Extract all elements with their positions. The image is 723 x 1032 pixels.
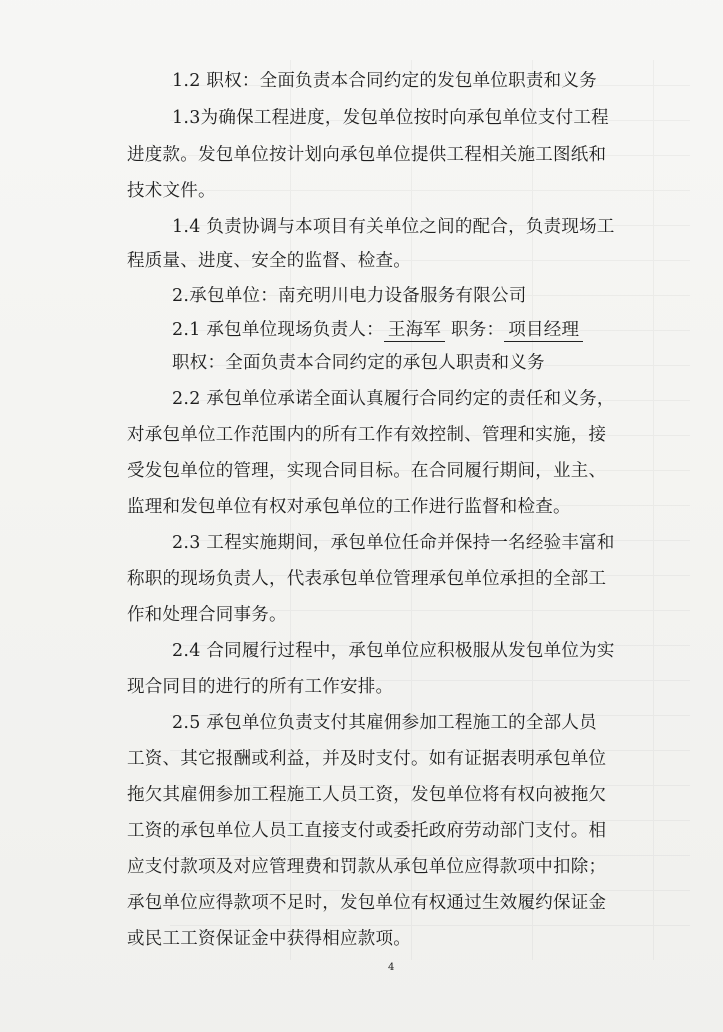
clause-1-3-line-3: 技术文件。 — [127, 181, 216, 201]
clause-2-2-line-1: 2.2 承包单位承诺全面认真履行合同约定的责任和义务， — [172, 389, 615, 409]
clause-2-5-line-4: 工资的承包单位人员工直接支付或委托政府劳动部门支付。相 — [127, 821, 607, 841]
clause-2-4-line-2: 现合同目的进行的所有工作安排。 — [127, 677, 394, 697]
clause-2-3-line-1: 2.3 工程实施期间，承包单位任命并保持一名经验丰富和 — [172, 533, 615, 553]
clause-2-5-line-3: 拖欠其雇佣参加工程施工人员工资，发包单位将有权向被拖欠 — [127, 785, 607, 805]
clause-2-5-line-5: 应支付款项及对应管理费和罚款从承包单位应得款项中扣除； — [127, 857, 607, 877]
clause-2-2-line-4: 监理和发包单位有权对承包单位的工作进行监督和检查。 — [127, 497, 571, 517]
position-value: 项目经理 — [504, 319, 583, 342]
site-manager-name: 王海军 — [384, 319, 445, 342]
clause-2-5-line-2: 工资、其它报酬或利益，并及时支付。如有证据表明承包单位 — [127, 749, 607, 769]
clause-2-4-line-1: 2.4 合同履行过程中，承包单位应积极服从发包单位为实 — [172, 641, 615, 661]
site-manager-prefix: 2.1 承包单位现场负责人： — [172, 320, 384, 340]
clause-2-2-line-3: 受发包单位的管理，实现合同目标。在合同履行期间，业主、 — [127, 461, 607, 481]
page-number: 4 — [388, 962, 395, 973]
clause-2-5-line-1: 2.5 承包单位负责支付其雇佣参加工程施工的全部人员 — [172, 713, 597, 733]
clause-2-5-line-6: 承包单位应得款项不足时，发包单位有权通过生效履约保证金 — [127, 893, 607, 913]
contractor-name-line: 2.承包单位：南充明川电力设备服务有限公司 — [172, 286, 527, 306]
clause-1-2: 1.2 职权：全面负责本合同约定的发包单位职责和义务 — [172, 71, 597, 91]
contractor-authority-line: 职权：全面负责本合同约定的承包人职责和义务 — [172, 353, 545, 373]
clause-1-3-line-1: 1.3为确保工程进度，发包单位按时向承包单位支付工程 — [172, 108, 609, 128]
site-manager-line — [172, 315, 583, 345]
clause-2-3-line-2: 称职的现场负责人，代表承包单位管理承包单位承担的全部工 — [127, 569, 607, 589]
clause-2-5-line-7: 或民工工资保证金中获得相应款项。 — [127, 929, 411, 949]
clause-2-2-line-2: 对承包单位工作范围内的所有工作有效控制、管理和实施，接 — [127, 425, 607, 445]
position-label: 职务： — [450, 320, 505, 340]
clause-1-4-line-2: 程质量、进度、安全的监督、检查。 — [127, 251, 411, 271]
clause-2-3-line-3: 作和处理合同事务。 — [127, 605, 287, 625]
clause-1-4-line-1: 1.4 负责协调与本项目有关单位之间的配合，负责现场工 — [172, 217, 615, 237]
clause-1-3-line-2: 进度款。发包单位按计划向承包单位提供工程相关施工图纸和 — [127, 145, 607, 165]
